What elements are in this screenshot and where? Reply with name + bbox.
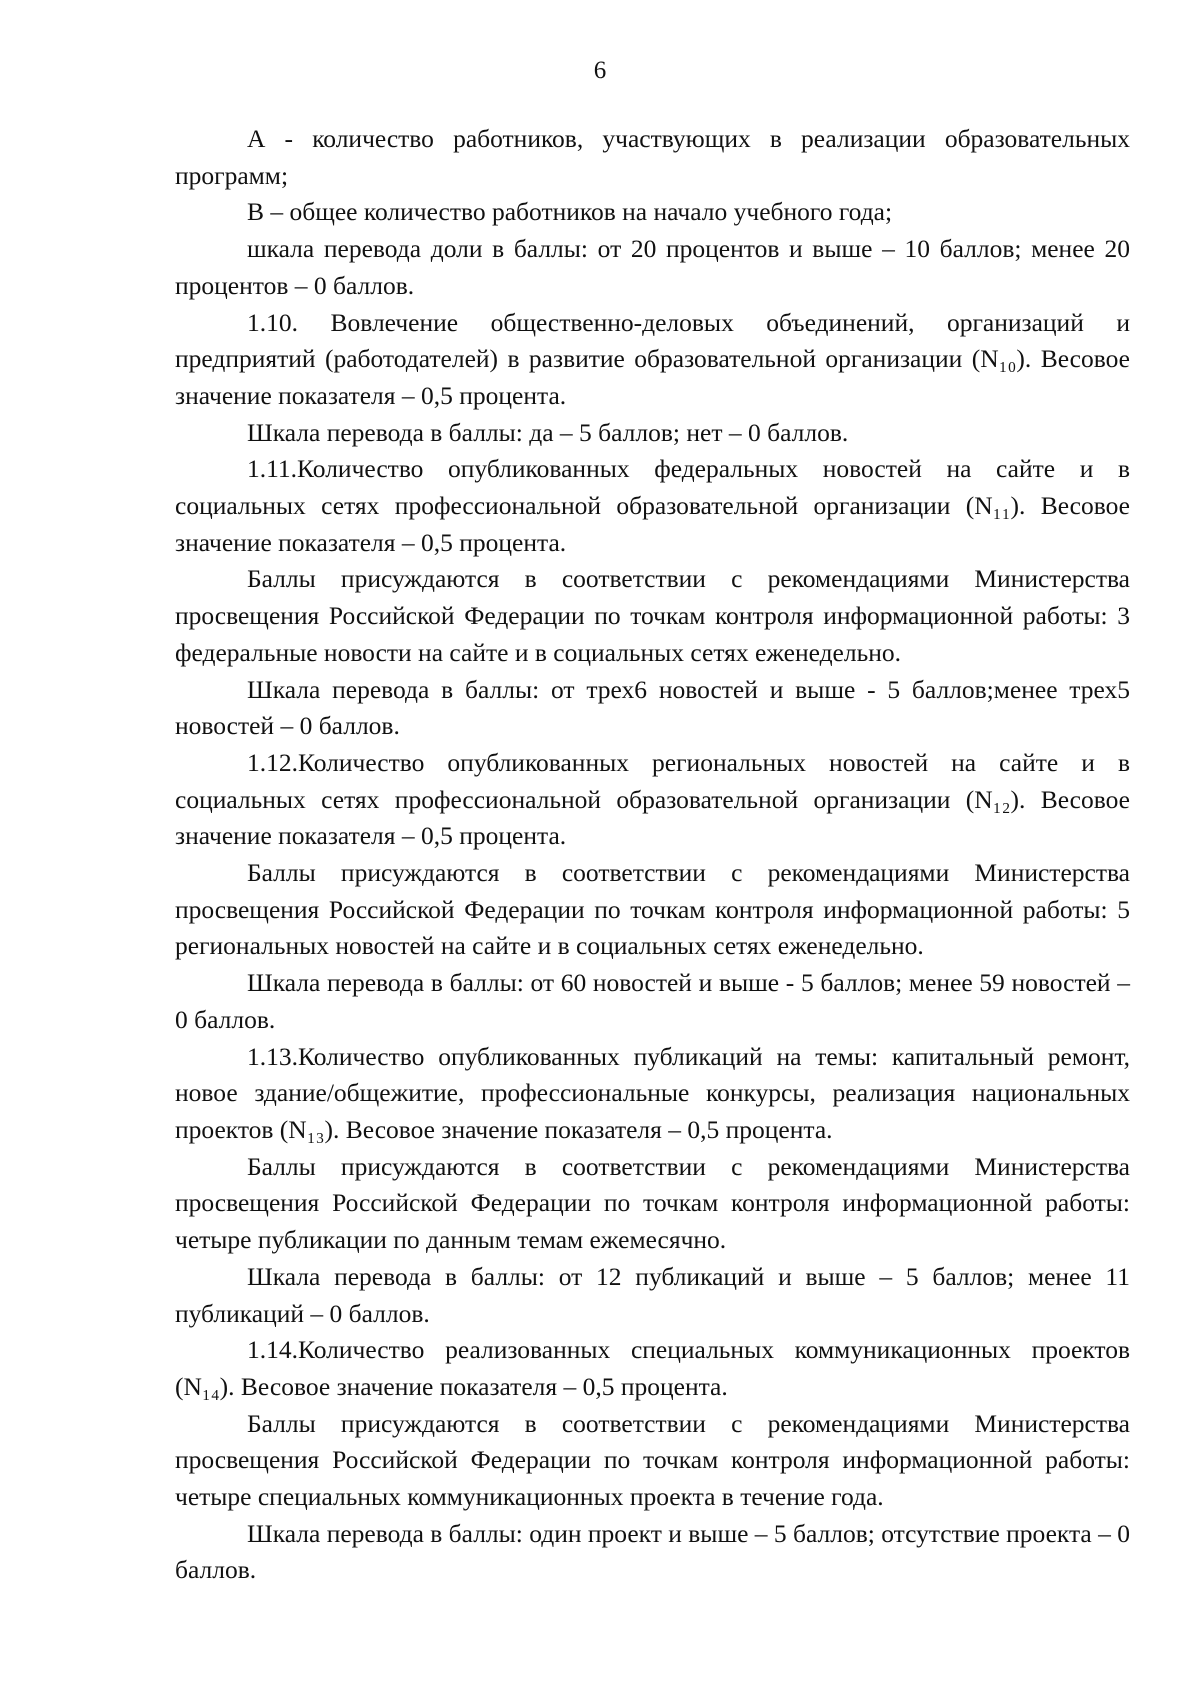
- document-body: [175, 121, 1130, 1589]
- paragraph: Шкала перевода в баллы: да – 5 баллов; нет – 0 баллов.: [247, 417, 849, 447]
- paragraph: Шкала перевода в баллы: от 60 новостей и выше - 5 баллов; менее 59 новостей – 0 баллов.: [175, 968, 1130, 1034]
- paragraph: Шкала перевода в баллы: один проект и выше – 5 баллов; отсутствие проекта – 0 баллов.: [175, 1518, 1130, 1585]
- paragraph: Шкала перевода в баллы: от трех6 новостей и выше - 5 баллов;менее трех5 новостей – 0 баллов.: [175, 674, 1130, 741]
- paragraph: Баллы присуждаются в соответствии с рекомендациями Министерства просвещения Российской Федерации по точкам контроля информационной работы: 5 региональных новостей на сайте и в социальных сетях еженедельно.: [175, 858, 1130, 961]
- paragraph: Баллы присуждаются в соответствии с рекомендациями Министерства просвещения Российской Федерации по точкам контроля информационной работы: четыре специальных коммуникационных проекта в течение года.: [175, 1408, 1130, 1512]
- paragraph: 1.13.Количество опубликованных публикаций на темы: капитальный ремонт, новое здание/общежитие, профессиональные конкурсы, реализация национальных проектов (N₁₃). Весовое значение показателя – 0,5 процента.: [175, 1041, 1130, 1144]
- paragraph: 1.11.Количество опубликованных федеральных новостей на сайте и в социальных сетях профессиональной образовательной организации (N₁₁). Весовое значение показателя – 0,5 процента.: [175, 454, 1130, 557]
- paragraph: Баллы присуждаются в соответствии с рекомендациями Министерства просвещения Российской Федерации по точкам контроля информационной работы: четыре публикации по данным темам ежемесячно.: [175, 1151, 1130, 1255]
- paragraph: Баллы присуждаются в соответствии с рекомендациями Министерства просвещения Российской Федерации по точкам контроля информационной работы: 3 федеральные новости на сайте и в социальных сетях еженедельно.: [175, 564, 1130, 667]
- paragraph: А - количество работников, участвующих в реализации образовательных программ;: [175, 124, 1130, 190]
- paragraph: 1.14.Количество реализованных специальных коммуникационных проектов (N₁₄). Весовое значение показателя – 0,5 процента.: [175, 1335, 1130, 1401]
- paragraph: В – общее количество работников на начало учебного года;: [247, 197, 893, 227]
- paragraph: Шкала перевода в баллы: от 12 публикаций и выше – 5 баллов; менее 11 публикаций – 0 баллов.: [175, 1261, 1130, 1328]
- paragraph: шкала перевода доли в баллы: от 20 процентов и выше – 10 баллов; менее 20 процентов – 0 баллов.: [175, 234, 1130, 300]
- paragraph: 1.10. Вовлечение общественно-деловых объединений, организаций и предприятий (работодателей) в развитие образовательной организации (N₁₀). Весовое значение показателя – 0,5 процента.: [175, 307, 1130, 410]
- page-number: 6: [593, 57, 607, 84]
- paragraph: 1.12.Количество опубликованных региональных новостей на сайте и в социальных сетях профессиональной образовательной организации (N₁₂). Весовое значение показателя – 0,5 процента.: [175, 747, 1130, 851]
